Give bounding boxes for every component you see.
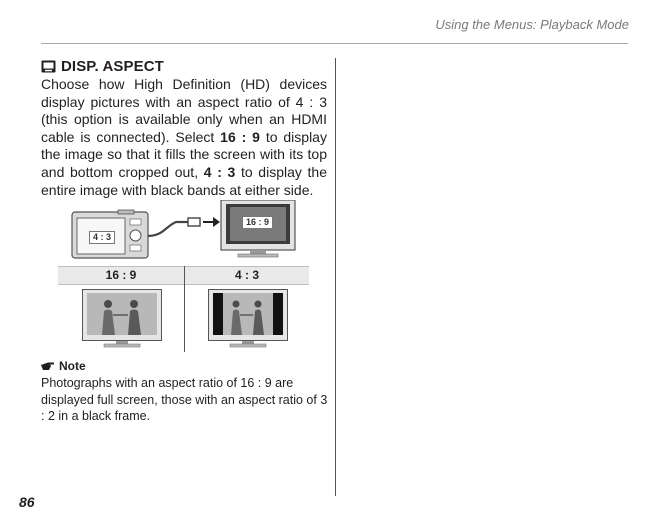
option-16-9: 16 : 9 [220, 128, 260, 145]
playback-menu-icon [41, 60, 56, 73]
table-divider [184, 266, 185, 352]
tv-4-3-icon [208, 289, 288, 349]
body-part-2: to display the image so that it fills the screen with its top and bottom cropped out, [41, 128, 327, 180]
table-header-16-9: 16 : 9 [58, 266, 184, 285]
hand-pointer-icon [41, 361, 55, 371]
column-divider [335, 58, 336, 496]
section-heading [41, 58, 164, 75]
note-text: Photographs with an aspect ratio of 16 : 9 are displayed full screen, those with an aspect ratio of 3 : 2 in a black frame. [41, 376, 328, 423]
body-part-1: Choose how High Definition (HD) devices display pictures with an aspect ratio of 4 : 3 (this option is available only when an HDMI cable is connected). Select [41, 76, 327, 145]
note-title: Note [59, 359, 86, 373]
header-title: Using the Menus: Playback Mode [435, 17, 629, 32]
tv-aspect-label: 16 : 9 [242, 216, 273, 229]
arrow-right-icon [213, 217, 220, 227]
hdmi-plug-icon [188, 218, 200, 226]
option-4-3: 4 : 3 [203, 163, 236, 180]
aspect-comparison-table [58, 266, 309, 352]
body-part-3: to display the entire image with black bands at either side. [41, 163, 328, 198]
section-body [41, 76, 327, 199]
hdmi-connection-illustration [58, 200, 308, 260]
camera-aspect-label: 4 : 3 [89, 231, 115, 244]
section-title: DISP. ASPECT [61, 58, 164, 75]
tv-16-9-icon [82, 289, 162, 349]
note-heading [41, 359, 86, 373]
page-number: 86 [19, 494, 35, 510]
camera-hdmi-tv-diagram [58, 200, 308, 260]
table-header-4-3: 4 : 3 [185, 266, 309, 285]
header-rule [41, 43, 628, 44]
